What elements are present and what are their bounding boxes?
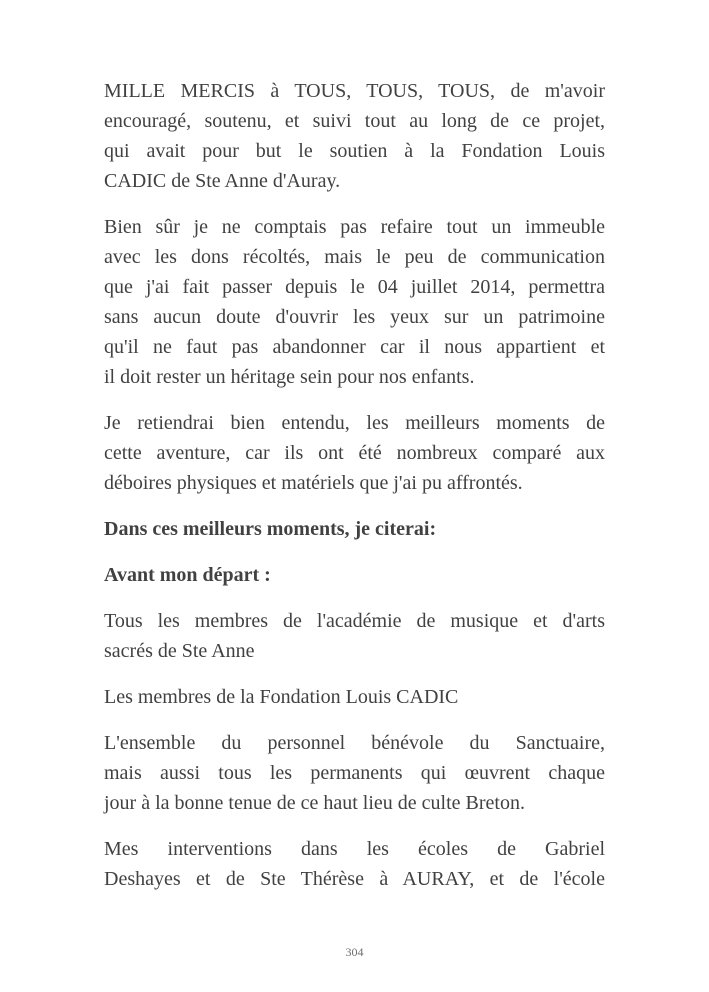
text-line: mais aussi tous les permanents qui œuvrent chaque [104,762,605,784]
paragraph-communication [104,212,605,392]
text-line: L'ensemble du personnel bénévole du Sanctuaire, [104,732,605,754]
text-line: Bien sûr je ne comptais pas refaire tout un immeuble [104,216,605,238]
text-line: Tous les membres de l'académie de musique et d'arts [104,610,605,632]
text-line: Avant mon départ : [104,564,271,586]
text-line: Je retiendrai bien entendu, les meilleurs moments de [104,412,605,434]
text-line: Deshayes et de Ste Thérèse à AURAY, et de l'école [104,868,605,890]
text-line: il doit rester un héritage sein pour nos enfants. [104,366,475,388]
page-number: 304 [345,945,364,959]
text-line: sans aucun doute d'ouvrir les yeux sur un patrimoine [104,306,605,328]
text-line: cette aventure, car ils ont été nombreux comparé aux [104,442,605,464]
text-line: Dans ces meilleurs moments, je citerai: [104,518,437,540]
text-line: MILLE MERCIS à TOUS, TOUS, TOUS, de m'avoir [104,80,605,102]
text-line: que j'ai fait passer depuis le 04 juillet 2014, permettra [104,276,605,298]
heading-moments [104,514,605,544]
text-line: Mes interventions dans les écoles de Gabriel [104,838,605,860]
heading-avant-depart [104,560,605,590]
text-line: jour à la bonne tenue de ce haut lieu de culte Breton. [104,792,525,814]
text-content [104,76,605,894]
paragraph-thanks [104,76,605,196]
paragraph-best-moments [104,408,605,498]
text-line: avec les dons récoltés, mais le peu de communication [104,246,605,268]
text-line: déboires physiques et matériels que j'ai pu affrontés. [104,472,523,494]
paragraph-fondation [104,682,605,712]
text-line: CADIC de Ste Anne d'Auray. [104,170,341,192]
text-line: Les membres de la Fondation Louis CADIC [104,686,459,708]
text-line: qu'il ne faut pas abandonner car il nous appartient et [104,336,605,358]
text-line: sacrés de Ste Anne [104,640,255,662]
text-line: encouragé, soutenu, et suivi tout au long de ce projet, [104,110,605,132]
paragraph-sanctuaire [104,728,605,818]
paragraph-academie [104,606,605,666]
text-line: qui avait pour but le soutien à la Fondation Louis [104,140,605,162]
paragraph-interventions [104,834,605,894]
